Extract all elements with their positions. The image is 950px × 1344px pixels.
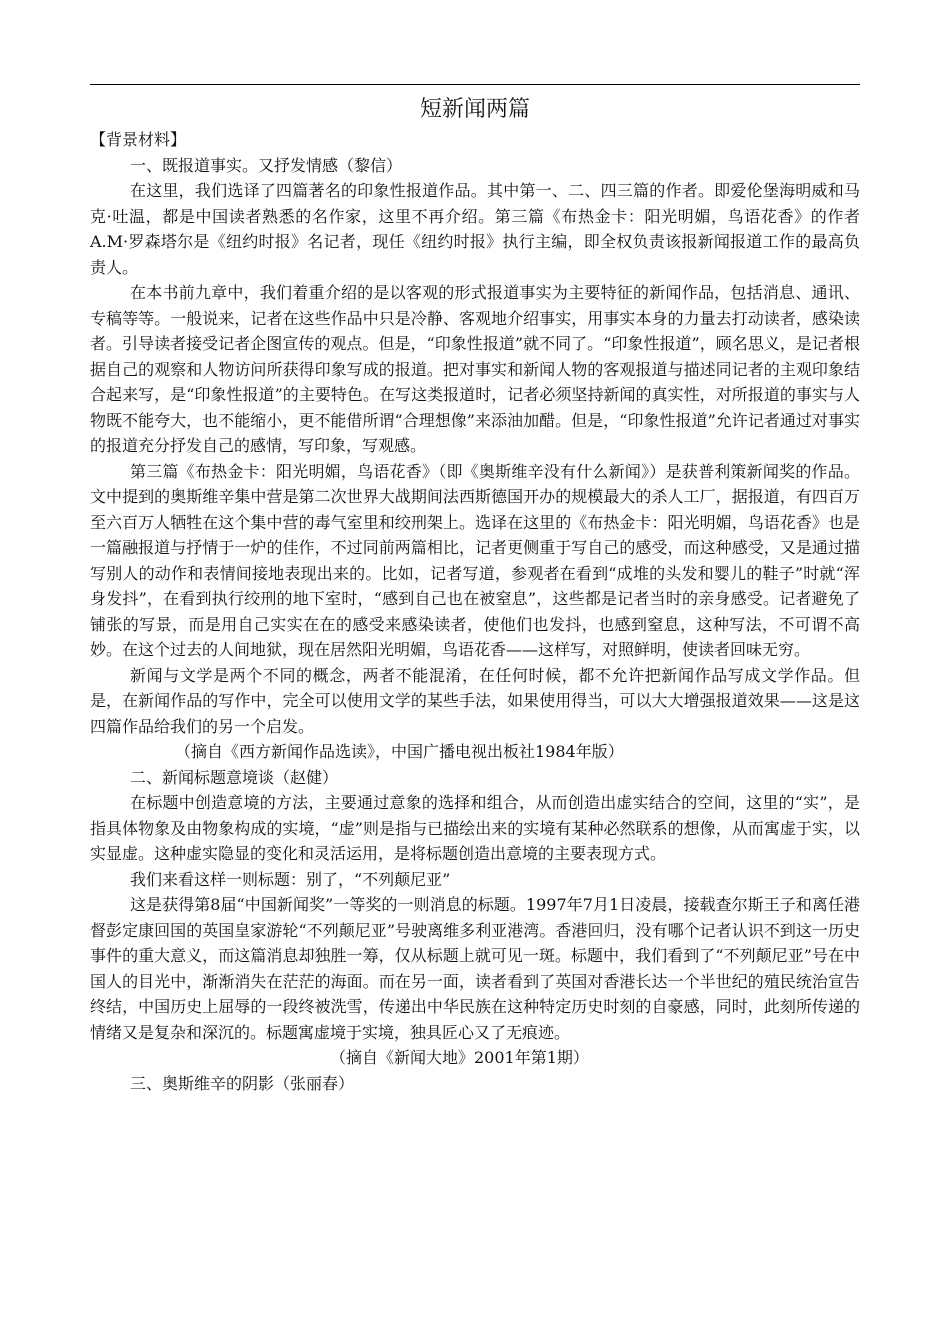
section-1-paragraph-2: 在本书前九章中，我们着重介绍的是以客观的形式报道事实为主要特征的新闻作品，包括消息、通讯、专稿等等。一般说来，记者在这些作品中只是冷静、客观地介绍事实，用事实本身的力量去打动读者，感染读者。引导读者接受记者企图宣传的观点。但是，“印象性报道”就不同了。“印象性报道”，顾名思义，是记者根据自己的观察和人物访问所获得印象写成的报道。把对事实和新闻人物的客观报道与描述同记者的主观印象结合起来写，是“印象性报道”的主要特色。在写这类报道时，记者必须坚持新闻的真实性，对所报道的事实与人物既不能夸大，也不能缩小，更不能借所谓“合理想像”来添油加醋。但是，“印象性报道”允许记者通过对事实的报道充分抒发自己的感情，写印象，写观感。 — [90, 283, 860, 455]
section-2-paragraph-1: 在标题中创造意境的方法，主要通过意象的选择和组合，从而创造出虚实结合的空间，这里的“实”，是指具体物象及由物象构成的实境，“虚”则是指与已描绘出来的实境有某种必然联系的想像，从而寓虚于实，以实显虚。这种虚实隐显的变化和灵活运用，是将标题创造出意境的主要表现方式。 — [90, 793, 860, 863]
section-heading-3: 三、奥斯维辛的阴影（张丽春） — [130, 1073, 355, 1093]
header-rule — [90, 84, 860, 85]
section-label: 【背景材料】 — [90, 130, 187, 149]
section-1-paragraph-3: 第三篇《布热金卡：阳光明媚，鸟语花香》（即《奥斯维辛没有什么新闻》）是获普利策新闻奖的作品。文中提到的奥斯维辛集中营是第二次世界大战期间法西斯德国开办的规模最大的杀人工厂，据报道，有四百万至六百万人牺牲在这个集中营的毒气室里和绞刑架上。选译在这里的《布热金卡：阳光明媚，鸟语花香》也是一篇融报道与抒情于一炉的佳作，不过同前两篇相比，记者更侧重于写自己的感受，而这种感受，又是通过描写别人的动作和表情间接地表现出来的。比如，记者写道，参观者在看到“成堆的头发和婴儿的鞋子”时就“浑身发抖”，在看到执行绞刑的地下室时，“感到自己也在被窒息”，这些都是记者当时的亲身感受。记者避免了铺张的写景，而是用自己实实在在的感受来感染读者，使他们也发抖，也感到窒息，这种写法，不可谓不高妙。在这个过去的人间地狱，现在居然阳光明媚，鸟语花香——这样写，对照鲜明，使读者回味无穷。 — [90, 461, 860, 659]
section-1-source: （摘自《西方新闻作品选读》，中国广播电视出板社1984年版） — [175, 742, 624, 761]
section-1-paragraph-1: 在这里，我们选译了四篇著名的印象性报道作品。其中第一、二、四三篇的作者。即爱伦堡海明威和马克·吐温，都是中国读者熟悉的名作家，这里不再介绍。第三篇《布热金卡：阳光明媚，鸟语花香》的作者A.M·罗森塔尔是《纽约时报》名记者，现任《纽约时报》执行主编，即全权负责该报新闻报道工作的最高负责人。 — [90, 181, 860, 277]
section-1-paragraph-4: 新闻与文学是两个不同的概念，两者不能混淆，在任何时候，都不允许把新闻作品写成文学作品。但是，在新闻作品的写作中，完全可以使用文学的某些手法，如果使用得当，可以大大增强报道效果——这是这四篇作品给我们的另一个启发。 — [90, 665, 860, 736]
document-page — [90, 84, 860, 1096]
section-2-paragraph-2: 我们来看这样一则标题：别了，“不列颠尼亚” — [130, 869, 451, 889]
section-heading-2: 二、新闻标题意境谈（赵健） — [130, 767, 339, 787]
document-title: 短新闻两篇 — [419, 97, 530, 122]
section-2-source: （摘自《新闻大地》2001年第1期） — [330, 1048, 589, 1067]
section-2-paragraph-3: 这是获得第8届“中国新闻奖”一等奖的一则消息的标题。1997年7月1日凌晨，接载查尔斯王子和离任港督彭定康回国的英国皇家游轮“不列颠尼亚”号驶离维多利亚港湾。香港回归，没有哪个记者认识不到这一历史事件的重大意义，而这篇消息却独胜一筹，仅从标题上就可见一斑。标题中，我们看到了“不列颠尼亚”号在中国人的目光中，渐渐消失在茫茫的海面。而在另一面，读者看到了英国对香港长达一个半世纪的殖民统治宣告终结，中国历史上屈辱的一段终被洗雪，传递出中华民族在这种特定历史时刻的自豪感，同时，此刻所传递的情绪又是复杂和深沉的。标题寓虚境于实境，独具匠心又了无痕迹。 — [90, 895, 860, 1042]
section-heading-1: 一、既报道事实。又抒发情感（黎信） — [130, 155, 403, 175]
